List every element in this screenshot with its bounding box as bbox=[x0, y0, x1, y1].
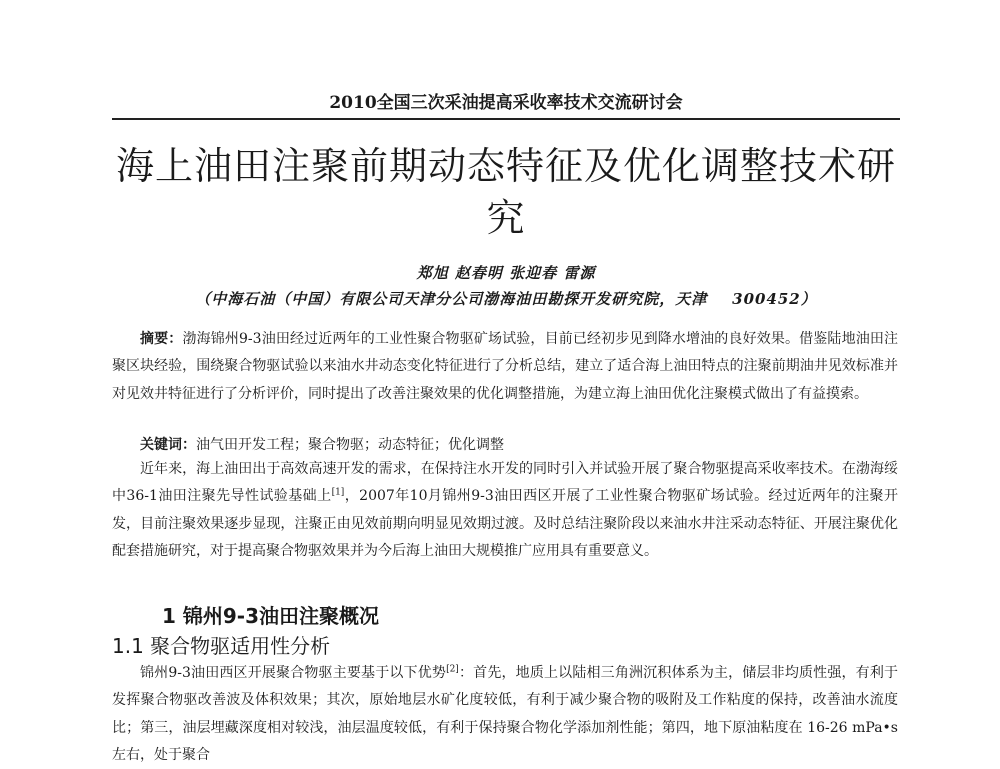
section-1-1-heading: 1.1 聚合物驱适用性分析 bbox=[112, 634, 331, 658]
abstract-text: 渤海锦州9-3油田经过近两年的工业性聚合物驱矿场试验，目前已经初步见到降水增油的良好效果。借鉴陆地油田注聚区块经验，围绕聚合物驱试验以来油水井动态变化特征进行了分析总结，建立了适合海上油田特点的注聚前期油井见效标准并对见效井特征进行了分析评价，同时提出了改善注聚效果的优化调整措施，为建立海上油田优化注聚模式做出了有益摸索。 bbox=[112, 331, 899, 402]
paper-title: 海上油田注聚前期动态特征及优化调整技术研究 bbox=[115, 144, 896, 240]
paper-affiliation: （中海石油（中国）有限公司天津分公司渤海油田勘探开发研究院，天津 300452） bbox=[195, 290, 817, 308]
section-1-1-text-part1: 锦州9-3油田西区开展聚合物驱主要基于以下优势 bbox=[140, 665, 447, 681]
paper-authors: 郑旭 赵春明 张迎春 雷源 bbox=[416, 264, 596, 282]
section-1-1-paragraph bbox=[112, 660, 898, 769]
citation-ref-1: [1] bbox=[331, 487, 345, 498]
conference-header: 2010全国三次采油提高采收率技术交流研讨会 bbox=[112, 92, 900, 120]
citation-ref-2: [2] bbox=[446, 664, 459, 675]
abstract-paragraph bbox=[112, 326, 898, 408]
intro-text-part2: ，2007年10月锦州9-3油田西区开展了工业性聚合物驱矿场试验。经过近两年的注聚开发，目前注聚效果逐步显现，注聚正由见效前期向明显见效期过渡。及时总结注聚阶段以来油水井注采动态特征、开展注聚优化配套措施研究，对于提高聚合物驱效果并为今后海上油田大规模推广应用具有重要意义。 bbox=[112, 488, 898, 559]
section-1-1-text-part2: ：首先，地质上以陆相三角洲沉积体系为主，储层非均质性强，有利于发挥聚合物驱改善波及体积效果；其次，原始地层水矿化度较低，有利于减少聚合物的吸附及工作粘度的保持，改善油水流度比；第三，油层埋藏深度相对较浅，油层温度较低，有利于保持聚合物化学添加剂性能；第四，地下原油粘度在 16-26 mPa•s 左右，处于聚合 bbox=[112, 665, 898, 763]
section-1-heading: 1 锦州9-3油田注聚概况 bbox=[162, 604, 380, 628]
keywords-text: 油气田开发工程；聚合物驱；动态特征；优化调整 bbox=[196, 437, 504, 453]
intro-text-part1: 近年来，海上油田出于高效高速开发的需求，在保持注水开发的同时引入并试验开展了聚合物驱提高采收率技术。在渤海绥中36-1油田注聚先导性试验基础上 bbox=[112, 461, 898, 505]
keywords-label: 关键词： bbox=[140, 437, 196, 453]
abstract-label: 摘要： bbox=[140, 331, 183, 347]
intro-paragraph bbox=[112, 456, 898, 565]
